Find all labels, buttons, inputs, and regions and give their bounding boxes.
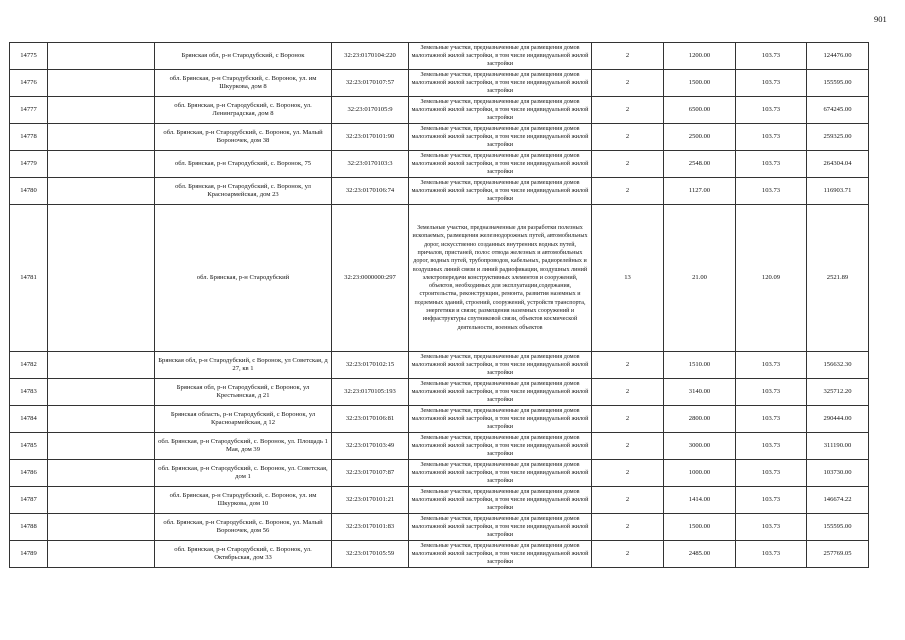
group-cell: 2 (592, 406, 664, 433)
group-cell: 2 (592, 43, 664, 70)
area-cell: 1414.00 (664, 487, 736, 514)
group-cell: 2 (592, 433, 664, 460)
land-use-cell: Земельные участки, предназначенные для размещения домов малоэтажной жилой застройки, в том числе индивидуальной жилой застройки (409, 97, 592, 124)
address-cell: обл. Брянская, р-н Стародубский, с. Воронок, ул. Площадь 1 Мая, дом 39 (155, 433, 332, 460)
row-number-cell: 14782 (10, 352, 48, 379)
rate-cell: 103.73 (736, 124, 807, 151)
table-row (10, 406, 869, 433)
blank-cell (48, 379, 155, 406)
table-row (10, 151, 869, 178)
rate-cell: 103.73 (736, 43, 807, 70)
cadastral-number-cell: 32:23:0170102:15 (332, 352, 409, 379)
row-number-cell: 14776 (10, 70, 48, 97)
land-use-cell: Земельные участки, предназначенные для размещения домов малоэтажной жилой застройки, в том числе индивидуальной жилой застройки (409, 352, 592, 379)
cadastral-number-cell: 32:23:0000000:297 (332, 205, 409, 352)
rate-cell: 103.73 (736, 487, 807, 514)
address-cell: Брянская обл, р-н Стародубский, с Воронок, ул Крестьянская, д 21 (155, 379, 332, 406)
address-cell: обл. Брянская, р-н Стародубский, с. Воронок, ул Красноармейская, дом 23 (155, 178, 332, 205)
area-cell: 2548.00 (664, 151, 736, 178)
cadastral-number-cell: 32:23:0170105:9 (332, 97, 409, 124)
group-cell: 2 (592, 460, 664, 487)
row-number-cell: 14789 (10, 541, 48, 568)
group-cell: 2 (592, 178, 664, 205)
cadastral-number-cell: 32:23:0170105:193 (332, 379, 409, 406)
cadastral-value-cell: 674245.00 (807, 97, 869, 124)
page-number: 901 (874, 14, 887, 24)
land-use-cell: Земельные участки, предназначенные для размещения домов малоэтажной жилой застройки, в том числе индивидуальной жилой застройки (409, 406, 592, 433)
table-row (10, 124, 869, 151)
blank-cell (48, 70, 155, 97)
land-use-cell: Земельные участки, предназначенные для разработки полезных ископаемых, размещения железнодорожных путей, автомобильных дорог, искусственно созданных внутренних водных путей, причалов, пристаней, полос отвода железных и автомобильных дорог, водных путей, трубопроводов, кабельных, радиорелейных и воздушных линий связи и линий радиофикации, воздушных линий электропередачи конструктивных элементов и сооружений, объектов, необходимых для эксплуатации,содержания, строительства, реконструкции, ремонта, развития наземных и подземных зданий, строений, сооружений, устройств транспорта, энергетики и связи; размещения наземных сооружений и инфраструктуры спутниковой связи, объектов космической деятельности, военных объектов (409, 205, 592, 352)
table-row (10, 178, 869, 205)
land-use-cell: Земельные участки, предназначенные для размещения домов малоэтажной жилой застройки, в том числе индивидуальной жилой застройки (409, 514, 592, 541)
table-row (10, 379, 869, 406)
blank-cell (48, 541, 155, 568)
row-number-cell: 14784 (10, 406, 48, 433)
cadastral-number-cell: 32:23:0170104:220 (332, 43, 409, 70)
row-number-cell: 14775 (10, 43, 48, 70)
address-cell: обл. Брянская, р-н Стародубский, с. Воронок, ул. Ленинградская, дом 8 (155, 97, 332, 124)
table-row (10, 514, 869, 541)
rate-cell: 120.09 (736, 205, 807, 352)
land-use-cell: Земельные участки, предназначенные для размещения домов малоэтажной жилой застройки, в том числе индивидуальной жилой застройки (409, 460, 592, 487)
rate-cell: 103.73 (736, 97, 807, 124)
row-number-cell: 14779 (10, 151, 48, 178)
rate-cell: 103.73 (736, 151, 807, 178)
blank-cell (48, 352, 155, 379)
rate-cell: 103.73 (736, 379, 807, 406)
area-cell: 2485.00 (664, 541, 736, 568)
area-cell: 1000.00 (664, 460, 736, 487)
table-body (10, 43, 869, 568)
blank-cell (48, 514, 155, 541)
group-cell: 2 (592, 487, 664, 514)
address-cell: Брянская обл, р-н Стародубский, с Воронок, ул Советская, д 27, кв 1 (155, 352, 332, 379)
table-row (10, 43, 869, 70)
address-cell: Брянская обл, р-н Стародубский, с Воронок (155, 43, 332, 70)
blank-cell (48, 433, 155, 460)
cadastral-number-cell: 32:23:0170101:21 (332, 487, 409, 514)
table-row (10, 460, 869, 487)
row-number-cell: 14785 (10, 433, 48, 460)
address-cell: обл. Брянская, р-н Стародубский, с. Воронок, ул. им Шкуркова, дом 10 (155, 487, 332, 514)
land-use-cell: Земельные участки, предназначенные для размещения домов малоэтажной жилой застройки, в том числе индивидуальной жилой застройки (409, 541, 592, 568)
land-use-cell: Земельные участки, предназначенные для размещения домов малоэтажной жилой застройки, в том числе индивидуальной жилой застройки (409, 487, 592, 514)
group-cell: 2 (592, 514, 664, 541)
area-cell: 1500.00 (664, 70, 736, 97)
cadastral-number-cell: 32:23:0170107:87 (332, 460, 409, 487)
cadastral-value-cell: 311190.00 (807, 433, 869, 460)
table-row (10, 487, 869, 514)
cadastral-value-cell: 325712.20 (807, 379, 869, 406)
cadastral-value-cell: 155595.00 (807, 514, 869, 541)
group-cell: 2 (592, 379, 664, 406)
cadastral-value-cell: 124476.00 (807, 43, 869, 70)
table-row (10, 433, 869, 460)
cadastral-number-cell: 32:23:0170103:49 (332, 433, 409, 460)
cadastral-number-cell: 32:23:0170101:90 (332, 124, 409, 151)
rate-cell: 103.73 (736, 70, 807, 97)
row-number-cell: 14778 (10, 124, 48, 151)
group-cell: 2 (592, 124, 664, 151)
address-cell: Брянская область, р-н Стародубский, с Воронок, ул Красноармейская, д 12 (155, 406, 332, 433)
cadastral-value-cell: 290444.00 (807, 406, 869, 433)
cadastral-value-cell: 146674.22 (807, 487, 869, 514)
rate-cell: 103.73 (736, 178, 807, 205)
table-row (10, 70, 869, 97)
rate-cell: 103.73 (736, 460, 807, 487)
area-cell: 2800.00 (664, 406, 736, 433)
land-use-cell: Земельные участки, предназначенные для размещения домов малоэтажной жилой застройки, в том числе индивидуальной жилой застройки (409, 70, 592, 97)
rate-cell: 103.73 (736, 406, 807, 433)
row-number-cell: 14787 (10, 487, 48, 514)
land-use-cell: Земельные участки, предназначенные для размещения домов малоэтажной жилой застройки, в том числе индивидуальной жилой застройки (409, 43, 592, 70)
cadastral-value-cell: 116903.71 (807, 178, 869, 205)
table-row (10, 541, 869, 568)
area-cell: 3140.00 (664, 379, 736, 406)
rate-cell: 103.73 (736, 514, 807, 541)
blank-cell (48, 124, 155, 151)
blank-cell (48, 460, 155, 487)
cadastral-number-cell: 32:23:0170107:57 (332, 70, 409, 97)
blank-cell (48, 178, 155, 205)
cadastral-value-cell: 156632.30 (807, 352, 869, 379)
area-cell: 2500.00 (664, 124, 736, 151)
area-cell: 3000.00 (664, 433, 736, 460)
cadastral-value-cell: 2521.89 (807, 205, 869, 352)
address-cell: обл. Брянская, р-н Стародубский, с. Воронок, 75 (155, 151, 332, 178)
row-number-cell: 14781 (10, 205, 48, 352)
cadastral-number-cell: 32:23:0170106:81 (332, 406, 409, 433)
group-cell: 2 (592, 541, 664, 568)
land-use-cell: Земельные участки, предназначенные для размещения домов малоэтажной жилой застройки, в том числе индивидуальной жилой застройки (409, 433, 592, 460)
table-row (10, 97, 869, 124)
address-cell: обл. Брянская, р-н Стародубский, с. Воронок, ул. Малый Вороночек, дом 56 (155, 514, 332, 541)
address-cell: обл. Брянская, р-н Стародубский, с. Воронок, ул. им Шкуркова, дом 8 (155, 70, 332, 97)
land-use-cell: Земельные участки, предназначенные для размещения домов малоэтажной жилой застройки, в том числе индивидуальной жилой застройки (409, 124, 592, 151)
land-use-cell: Земельные участки, предназначенные для размещения домов малоэтажной жилой застройки, в том числе индивидуальной жилой застройки (409, 379, 592, 406)
area-cell: 1200.00 (664, 43, 736, 70)
cadastral-value-cell: 264304.04 (807, 151, 869, 178)
row-number-cell: 14788 (10, 514, 48, 541)
blank-cell (48, 97, 155, 124)
row-number-cell: 14783 (10, 379, 48, 406)
rate-cell: 103.73 (736, 352, 807, 379)
address-cell: обл. Брянская, р-н Стародубский, с. Воронок, ул. Малый Вороночек, дом 38 (155, 124, 332, 151)
group-cell: 13 (592, 205, 664, 352)
row-number-cell: 14786 (10, 460, 48, 487)
cadastral-number-cell: 32:23:0170103:3 (332, 151, 409, 178)
cadastral-value-cell: 257769.05 (807, 541, 869, 568)
blank-cell (48, 43, 155, 70)
area-cell: 1510.00 (664, 352, 736, 379)
address-cell: обл. Брянская, р-н Стародубский (155, 205, 332, 352)
group-cell: 2 (592, 70, 664, 97)
row-number-cell: 14777 (10, 97, 48, 124)
rate-cell: 103.73 (736, 433, 807, 460)
address-cell: обл. Брянская, р-н Стародубский, с. Воронок, ул. Октябрьская, дом 33 (155, 541, 332, 568)
cadastral-number-cell: 32:23:0170105:59 (332, 541, 409, 568)
blank-cell (48, 487, 155, 514)
group-cell: 2 (592, 151, 664, 178)
cadastral-number-cell: 32:23:0170106:74 (332, 178, 409, 205)
group-cell: 2 (592, 352, 664, 379)
land-use-cell: Земельные участки, предназначенные для размещения домов малоэтажной жилой застройки, в том числе индивидуальной жилой застройки (409, 178, 592, 205)
address-cell: обл. Брянская, р-н Стародубский, с. Воронок, ул. Советская, дом 1 (155, 460, 332, 487)
area-cell: 21.00 (664, 205, 736, 352)
cadastral-value-cell: 103730.00 (807, 460, 869, 487)
row-number-cell: 14780 (10, 178, 48, 205)
table-row (10, 205, 869, 352)
rate-cell: 103.73 (736, 541, 807, 568)
cadastral-value-cell: 259325.00 (807, 124, 869, 151)
land-use-cell: Земельные участки, предназначенные для размещения домов малоэтажной жилой застройки, в том числе индивидуальной жилой застройки (409, 151, 592, 178)
blank-cell (48, 205, 155, 352)
cadastral-number-cell: 32:23:0170101:83 (332, 514, 409, 541)
land-registry-table (9, 42, 869, 568)
table-row (10, 352, 869, 379)
area-cell: 1127.00 (664, 178, 736, 205)
cadastral-value-cell: 155595.00 (807, 70, 869, 97)
group-cell: 2 (592, 97, 664, 124)
blank-cell (48, 151, 155, 178)
blank-cell (48, 406, 155, 433)
area-cell: 6500.00 (664, 97, 736, 124)
area-cell: 1500.00 (664, 514, 736, 541)
